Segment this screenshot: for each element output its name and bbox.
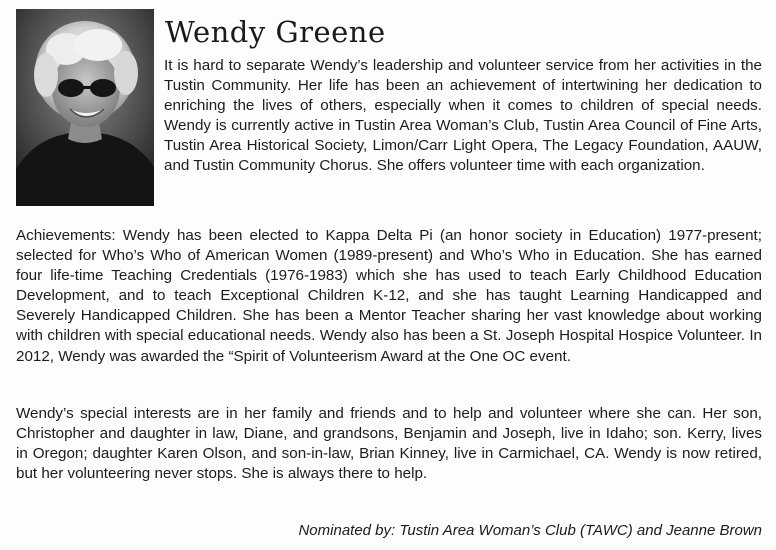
profile-name: Wendy Greene [165,15,386,49]
interests-paragraph: Wendy’s special interests are in her family and friends and to help and volunteer where she can. Her son, Christopher and daughter in law, Diane, and grandsons, Benjamin and Joseph, live in Idaho; son. Kerry, lives in Oregon; daughter Karen Olson, and son-in-law, Brian Kinney, live in Carmichael, CA. Wendy is now retired, but her volunteering never stops. She is always there to help. [16,405,762,483]
nominated-by: Nominated by: Tustin Area Woman’s Club (TAWC) and Jeanne Brown [298,522,762,539]
portrait-photo [16,9,154,206]
intro-paragraph: It is hard to separate Wendy’s leadership and volunteer service from her activities in the Tustin Community. Her life has been an achievement of intertwining her dedication to enriching the lives of others, especially when it comes to children of special needs. Wendy is currently active in Tustin Area Woman’s Club, Tustin Area Council of Fine Arts, Tustin Area Historical Society, Limon/Carr Light Opera, The Legacy Foundation, AAUW, and Tustin Community Chorus. She offers volunteer time with each organization. [164,57,762,175]
achievements-paragraph: Achievements: Wendy has been elected to Kappa Delta Pi (an honor society in Education) 1977-present; selected for Who’s Who of American Women (1989-present) and Who’s Who in Education. She has earned four life-time Teaching Credentials (1976-1983) which she has used to teach Early Childhood Education Development, and to teach Exceptional Children K-12, and she has taught Learning Handicapped and Severely Handicapped Children. She has been a Mentor Teacher sharing her vast knowledge about working with children with special educational needs. Wendy also has been a St. Joseph Hospital Hospice Volunteer. In 2012, Wendy was awarded the “Spirit of Volunteerism Award at the One OC event. [16,227,762,365]
